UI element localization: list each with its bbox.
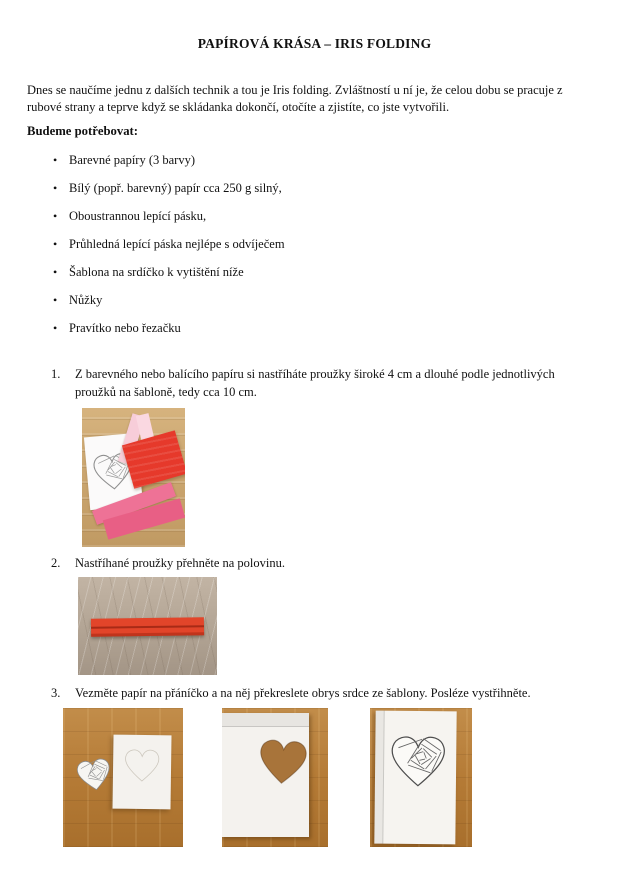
list-item-label: Průhledná lepící páska nejlépe s odvíječem <box>69 237 285 251</box>
fold-crease <box>91 625 204 629</box>
step-item-1 <box>51 366 592 401</box>
greeting-card <box>112 735 171 810</box>
heart-cutout-template <box>72 752 115 794</box>
list-item <box>53 265 573 280</box>
intro-paragraph: Dnes se naučíme jednu z dalších technik a tou je Iris folding. Zvláštností u ní je, že celou dobu se pracuje z rubové strany a teprve když se skládanka dokončí, otočíte a zjistíte, co jste vytvořili. <box>27 83 563 114</box>
page-title: PAPÍROVÁ KRÁSA – IRIS FOLDING <box>197 36 432 51</box>
bullet-icon: • <box>53 181 58 195</box>
step-text: Nastříhané proužky přehněte na polovinu. <box>75 556 286 570</box>
list-item-label: Nůžky <box>69 293 103 307</box>
photo-template-card <box>63 708 183 847</box>
needs-list <box>53 153 573 349</box>
card-flap <box>222 713 309 726</box>
step-number: 2. <box>51 556 61 570</box>
list-item <box>53 293 573 308</box>
heart-template-icon <box>72 752 115 794</box>
greeting-card <box>374 711 456 845</box>
card-flap <box>374 711 383 844</box>
bullet-icon: • <box>53 265 58 279</box>
list-item <box>53 181 573 196</box>
bullet-icon: • <box>53 209 58 223</box>
heart-hole-icon <box>254 731 312 789</box>
step-number: 1. <box>51 367 61 381</box>
list-item <box>53 237 573 252</box>
bullet-icon: • <box>53 153 58 167</box>
heart-outline-icon <box>122 745 163 784</box>
fold-crease <box>222 726 309 727</box>
list-item-label: Šablona na srdíčko k vytištění níže <box>69 265 244 279</box>
list-item <box>53 153 573 168</box>
bullet-icon: • <box>53 321 58 335</box>
list-item-label: Bílý (popř. barevný) papír cca 250 g silný, <box>69 181 282 195</box>
list-item-label: Pravítko nebo řezačku <box>69 321 181 335</box>
photo-heart-cutout-card <box>222 708 328 847</box>
iris-heart-pattern-icon <box>387 729 450 790</box>
folded-red-strip <box>91 617 204 637</box>
needs-heading: Budeme potřebovat: <box>27 124 139 138</box>
list-item-label: Barevné papíry (3 barvy) <box>69 153 195 167</box>
step-item-2 <box>51 555 592 573</box>
list-item <box>53 209 573 224</box>
list-item <box>53 321 573 336</box>
bullet-icon: • <box>53 293 58 307</box>
strip-edge <box>91 632 204 637</box>
step-text: Z barevného nebo balícího papíru si nastříháte proužky široké 4 cm a dlouhé podle jednotlivých proužků na šabloně, tedy cca 10 cm. <box>75 367 555 399</box>
list-item-label: Oboustrannou lepící pásku, <box>69 209 207 223</box>
step-item-3 <box>51 685 592 703</box>
photo-iris-pattern-card <box>370 708 472 847</box>
photo-folded-strip <box>78 577 217 675</box>
greeting-card <box>222 713 309 837</box>
step-number: 3. <box>51 686 61 700</box>
bullet-icon: • <box>53 237 58 251</box>
step-text: Vezměte papír na přáníčko a na něj překreslete obrys srdce ze šablony. Posléze vystřihněte. <box>75 686 531 700</box>
photo-paper-strips <box>82 408 185 547</box>
